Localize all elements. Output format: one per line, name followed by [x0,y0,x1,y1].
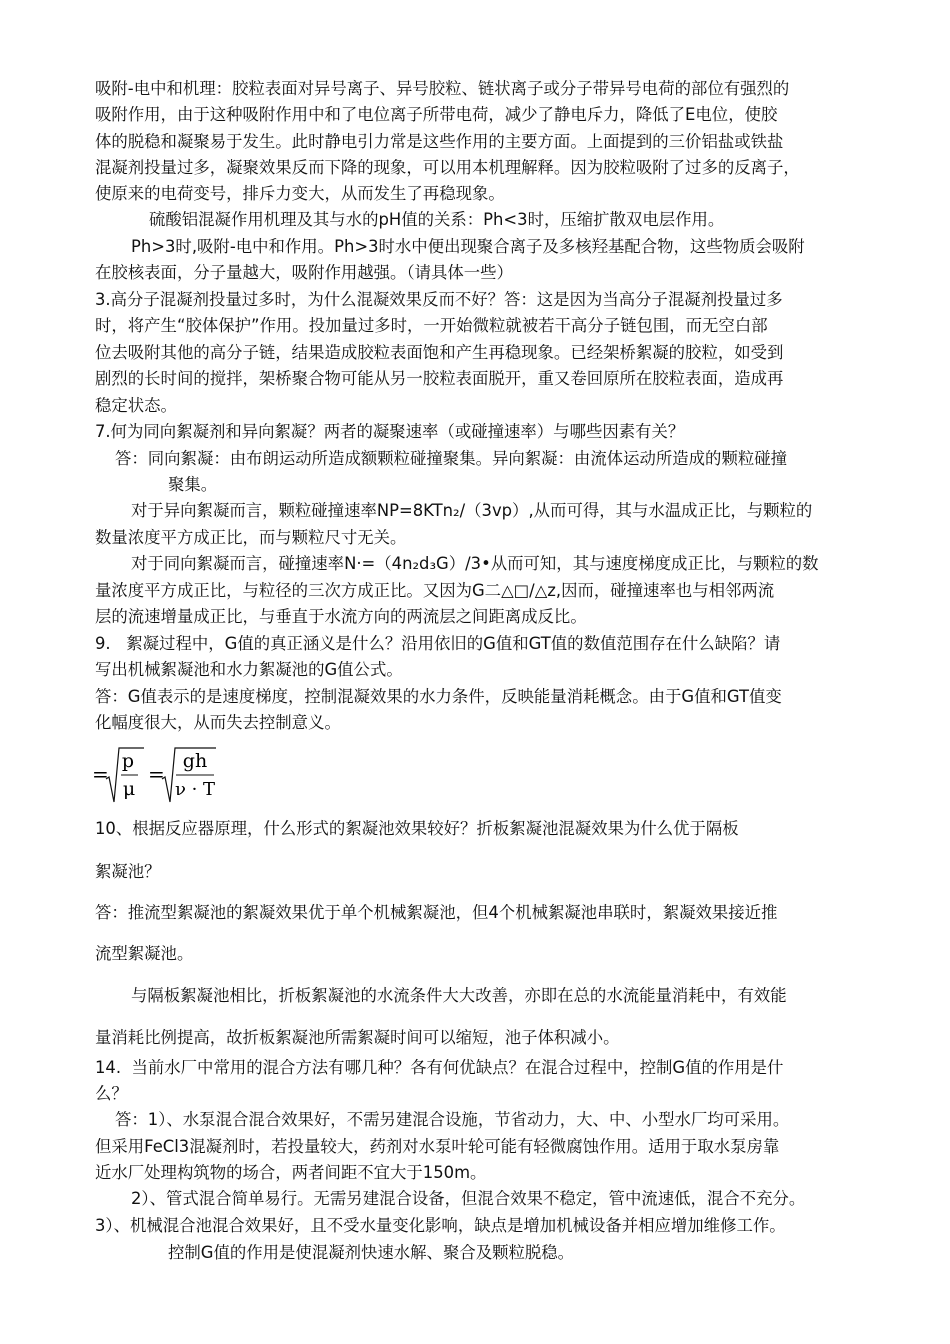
text-line: 写出机械絮凝池和水力絮凝池的G值公式。 [95,660,403,679]
text-line: 剧烈的长时间的搅拌，架桥聚合物可能从另一胶粒表面脱开，重又卷回原所在胶粒表面，造成再 [95,369,784,388]
text-line: 吸附作用，由于这种吸附作用中和了电位离子所带电荷，减少了静电斥力，降低了E电位，使胶 [95,105,778,124]
text-line: 层的流速增量成正比，与垂直于水流方向的两流层之间距离成反比。 [95,607,587,626]
text-line: 对于异向絮凝而言，颗粒碰撞速率NP=8KTn₂/（3vp）,从而可得，其与水温成正比，与颗粒的 [131,501,813,520]
text-line: 聚集。 [168,475,218,494]
question-10: 10、根据反应器原理，什么形式的絮凝池效果较好？折板絮凝池混凝效果为什么优于隔板 [95,819,739,838]
question-3: 3.高分子混凝剂投量过多时，为什么混凝效果反而不好？答：这是因为当高分子混凝剂投量过多 [95,290,783,309]
text-line: 3）、机械混合池混合效果好，且不受水量变化影响，缺点是增加机械设备并相应增加维修工作。 [95,1216,786,1235]
text-line: 数量浓度平方成正比，而与颗粒尺寸无关。 [95,528,407,547]
text-line: 吸附-电中和机理：胶粒表面对异号离子、异号胶粒、链状离子或分子带异号电荷的部位有强烈的 [95,79,790,98]
question-14: 14. 当前水厂中常用的混合方法有哪几种？各有何优缺点？在混合过程中，控制G值的作用是什 [95,1058,784,1077]
text-line: 答：1）、水泵混合混合效果好，不需另建混合设施，节省动力，大、中、小型水厂均可采用。 [115,1110,790,1129]
formula-denominator-1: μ [122,778,136,800]
g-value-formula [92,745,232,807]
text-line: 答：推流型絮凝池的絮凝效果优于单个机械絮凝池，但4个机械絮凝池串联时，絮凝效果接近推 [95,903,778,922]
text-line: 流型絮凝池。 [95,944,194,963]
formula-denominator-2: ν · T [174,779,216,800]
text-line: Ph>3时,吸附-电中和作用。Ph>3时水中便出现聚合离子及多核羟基配合物，这些物质会吸附 [131,237,805,256]
text-line: 量浓度平方成正比，与粒径的三次方成正比。又因为G二△□/△z,因而，碰撞速率也与相邻两流 [95,581,775,600]
text-line: 控制G值的作用是使混凝剂快速水解、聚合及颗粒脱稳。 [168,1243,575,1262]
text-line: 硫酸铝混凝作用机理及其与水的pH值的关系：Ph<3时，压缩扩散双电层作用。 [149,210,725,229]
text-line: 2）、管式混合简单易行。无需另建混合设备，但混合效果不稳定，管中流速低，混合不充分。 [131,1189,806,1208]
question-7: 7.何为同向絮凝剂和异向絮凝？两者的凝聚速率（或碰撞速率）与哪些因素有关？ [95,422,685,441]
text-line: 稳定状态。 [95,396,177,415]
text-line: 近水厂处理构筑物的场合，两者间距不宜大于150m。 [95,1163,487,1182]
text-line: 量消耗比例提高，故折板絮凝池所需絮凝时间可以缩短，池子体积减小。 [95,1028,620,1047]
text-line: 答：G值表示的是速度梯度，控制混凝效果的水力条件，反映能量消耗概念。由于G值和GT值变 [95,687,782,706]
formula-graphic [92,745,232,807]
text-line: 化幅度很大，从而失去控制意义。 [95,713,341,732]
text-line: 使原来的电荷变号，排斥力变大，从而发生了再稳现象。 [95,184,505,203]
text-line: 体的脱稳和凝聚易于发生。此时静电引力常是这些作用的主要方面。上面提到的三价铝盐或铁盐 [95,132,784,151]
text-line: 么？ [95,1084,128,1103]
text-line: 答：同向絮凝：由布朗运动所造成额颗粒碰撞聚集。异向絮凝：由流体运动所造成的颗粒碰撞 [115,449,788,468]
formula-equals-2: = [148,762,165,786]
text-line: 与隔板絮凝池相比，折板絮凝池的水流条件大大改善，亦即在总的水流能量消耗中，有效能 [131,986,787,1005]
text-line: 位去吸附其他的高分子链，结果造成胶粒表面饱和产生再稳现象。已经架桥絮凝的胶粒，如受到 [95,343,784,362]
question-9: 9. 絮凝过程中，G值的真正涵义是什么？沿用依旧的G值和GT值的数值范围存在什么缺陷？请 [95,634,781,653]
formula-numerator-1: p [121,750,135,772]
text-line: 混凝剂投量过多，凝聚效果反而下降的现象，可以用本机理解释。因为胶粒吸附了过多的反离子， [95,158,800,177]
text-line: 时，将产生“胶体保护”作用。投加量过多时，一开始微粒就被若干高分子链包围，而无空白部 [95,316,768,335]
text-line: 对于同向絮凝而言，碰撞速率N·=（4n₂d₃G）/3•从而可知，其与速度梯度成正比，与颗粒的数 [131,554,819,573]
text-line: 絮凝池？ [95,862,161,881]
text-line: 在胶核表面，分子量越大，吸附作用越强。（请具体一些） [95,263,513,282]
text-line: 但采用FeCl3混凝剂时，若投量较大，药剂对水泵叶轮可能有轻微腐蚀作用。适用于取水泵房靠 [95,1137,780,1156]
formula-equals-1: = [92,762,109,786]
formula-numerator-2: gh [182,750,208,772]
